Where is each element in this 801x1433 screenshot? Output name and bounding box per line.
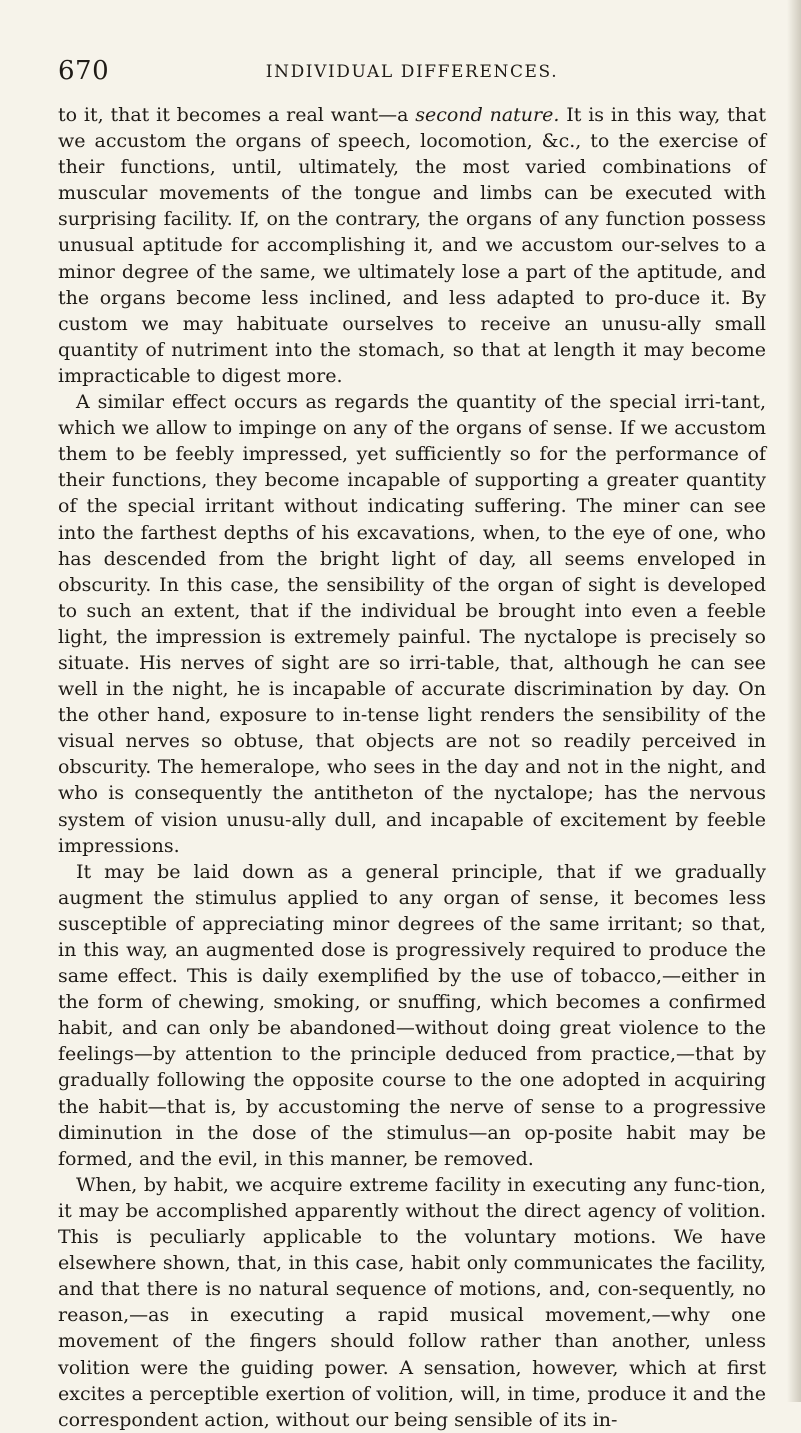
paragraph-2: A similar effect occurs as regards the quantity of the special irri-tant, which we allow to impinge on any of the organs of sense. If we accustom them to be feebly impressed, yet sufficiently so for the performance of their functions, they become incapable of supporting a greater quantity of the special irritant without indicating suffering. The miner can see into the farthest depths of his excavations, when, to the eye of one, who has descended from the bright light of day, all seems enveloped in obscurity. In this case, the sensibility of the organ of sight is developed to such an extent, that if the individual be brought into even a feeble light, the impression is extremely painful. The nyctalope is precisely so situate. His nerves of sight are so irri-table, that, although he can see well in the night, he is incapable of accurate discrimination by day. On the other hand, exposure to in-tense light renders the sensibility of the visual nerves so obtuse, that objects are not so readily perceived in obscurity. The hemeralope, who sees in the day and not in the night, and who is consequently the antitheton of the nyctalope; has the nervous system of vision unusu-ally dull, and incapable of excitement by feeble impressions. bbox=[58, 391, 766, 857]
paragraph-4: When, by habit, we acquire extreme facility in executing any func-tion, it may be accomplished apparently without the direct agency of volition. This is peculiarly applicable to the voluntary motions. We have elsewhere shown, that, in this case, habit only communicates the facility, and that there is no natural sequence of motions, and, con-sequently, no reason,—as in executing a rapid musical movement,—why one movement of the fingers should follow rather than another, unless volition were the guiding power. A sensation, however, which at first excites a perceptible exertion of volition, will, in time, produce it and the correspondent action, without our being sensible of its in- bbox=[58, 1173, 766, 1431]
page-edge-shadow bbox=[787, 0, 801, 1402]
paragraph-1-emphasis: second nature. bbox=[415, 104, 560, 126]
paragraph-1-text-after: It is in this way, that we accustom the organs of speech, locomotion, &c., to the exercise of their functions, until, ultimately, the most varied combinations of muscular movements of the tongue and limbs can be executed with surprising facility. If, on the contrary, the organs of any function possess unusual aptitude for accomplishing it, and we accustom our-selves to a minor degree of the same, we ultimately lose a part of the aptitude, and the organs become less inclined, and less adapted to pro-duce it. By custom we may habituate ourselves to receive an unusu-ally small quantity of nutriment into the stomach, so that at length it may become impracticable to digest more. bbox=[58, 104, 766, 387]
paragraph-1-text-before: to it, that it becomes a real want—a bbox=[58, 104, 416, 126]
paragraph-3: It may be laid down as a general principle, that if we gradually augment the stimulus applied to any organ of sense, it becomes less susceptible of appreciating minor degrees of the same irritant; so that, in this way, an augmented dose is progressively required to produce the same effect. This is daily exemplified by the use of tobacco,—either in the form of chewing, smoking, or snuffing, which becomes a confirmed habit, and can only be abandoned—without doing great violence to the feelings—by attention to the principle deduced from practice,—that by gradually following the opposite course to the one adopted in acquiring the habit—that is, by accustoming the nerve of sense to a progressive diminution in the dose of the stimulus—an op-posite habit may be formed, and the evil, in this manner, be removed. bbox=[58, 860, 766, 1170]
page-number: 670 bbox=[58, 56, 110, 86]
running-head: INDIVIDUAL DIFFERENCES. bbox=[265, 62, 559, 82]
body-text bbox=[58, 102, 766, 1433]
page-header bbox=[58, 56, 766, 92]
book-page bbox=[58, 56, 766, 1433]
paragraph-1 bbox=[58, 102, 766, 389]
